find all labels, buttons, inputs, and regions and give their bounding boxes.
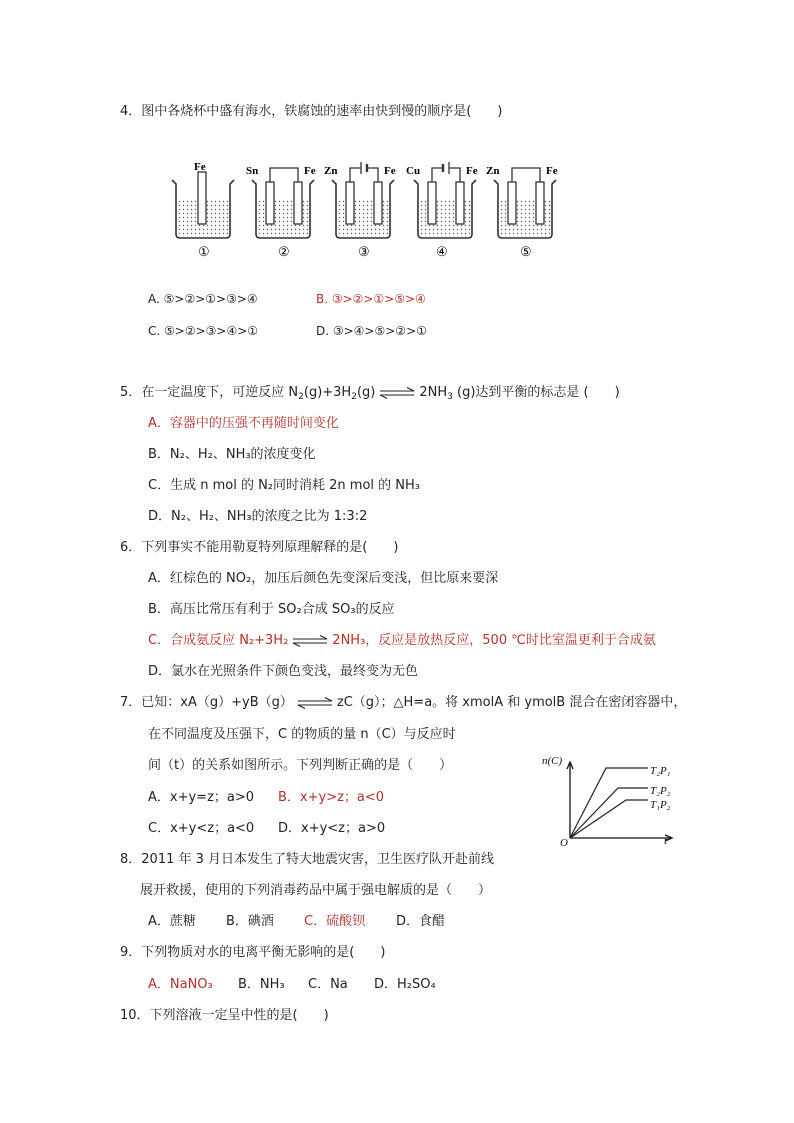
svg-text:④: ④ [436, 244, 448, 259]
q4-option-a: A. ⑤>②>①>③>④ [148, 292, 258, 306]
beaker-3 [324, 162, 396, 259]
q7-option-a: A．x+y=z；a>0 [148, 790, 255, 805]
q7-option-c: C．x+y<z；a<0 [148, 821, 255, 836]
q5-option-d: D．N₂、H₂、NH₃的浓度之比为 1:3:2 [148, 509, 368, 524]
q8-option-a: A．蔗糖 [148, 914, 196, 929]
graph-x-label: t [664, 835, 668, 847]
beaker-2 [246, 165, 316, 259]
q9-option-c: C．Na [308, 977, 348, 992]
q7-line1: 7．已知：xA（g）+yB（g） zC（g）；△H=a。将 xmolA 和 ymolB 混合在密闭容器中， [120, 695, 687, 710]
q5-option-b: B．N₂、H₂、NH₃的浓度变化 [148, 447, 316, 462]
q8-option-d: D．食醋 [396, 914, 446, 929]
q5-option-c: C．生成 n mol 的 N₂同时消耗 2n mol 的 NH₃ [148, 478, 420, 493]
curve-label-t2p1: T₂P₁ [650, 765, 671, 777]
svg-text:③: ③ [358, 244, 370, 259]
q7-option-b: B．x+y>z；a<0 [278, 790, 385, 805]
svg-text:Cu: Cu [406, 165, 421, 177]
q10-stem: 10．下列溶液一定呈中性的是( ) [120, 1008, 329, 1023]
graph-origin: O [560, 837, 568, 849]
q8-option-b: B．碘酒 [226, 914, 274, 929]
q9-option-b: B．NH₃ [238, 977, 285, 992]
svg-text:Fe: Fe [546, 165, 558, 177]
q6-option-c: C．合成氨反应 N₂+3H₂ 2NH₃，反应是放热反应，500 ℃时比室温更利于合成氨 [148, 633, 656, 648]
q6-option-a: A．红棕色的 NO₂，加压后颜色先变深后变浅，但比原来要深 [148, 571, 499, 586]
q6-option-b: B．高压比常压有利于 SO₂合成 SO₃的反应 [148, 602, 395, 617]
beaker-5 [486, 165, 558, 259]
q7-line3: 间（t）的关系如图所示。下列判断正确的是（ ） [148, 758, 453, 773]
svg-text:⑤: ⑤ [520, 244, 532, 259]
q9-option-d: D．H₂SO₄ [374, 977, 436, 992]
q4-stem: 4．图中各烧杯中盛有海水，铁腐蚀的速率由快到慢的顺序是( ) [120, 104, 503, 119]
q5-stem: 5．在一定温度下，可逆反应 $N_2(g)+3H_2(g)$ $2NH_3$ (g)达到平衡的标志是 ( ) [120, 385, 620, 402]
svg-text:②: ② [278, 244, 290, 259]
svg-text:Zn: Zn [324, 165, 338, 177]
q8-line2: 展开救援，使用的下列消毒药品中属于强电解质的是（ ） [140, 883, 492, 898]
curve-t1p2 [570, 800, 648, 838]
q9-stem: 9．下列物质对水的电离平衡无影响的是( ) [120, 945, 386, 960]
curve-label-t2p2: T₂P₂ [650, 785, 671, 797]
svg-text:Fe: Fe [466, 165, 478, 177]
q9-option-a: A．NaNO₃ [148, 977, 213, 992]
curve-t2p1 [570, 768, 648, 838]
q5-option-a: A．容器中的压强不再随时间变化 [148, 416, 339, 431]
svg-text:Zn: Zn [486, 165, 500, 177]
equilibrium-arrow-icon [379, 387, 415, 399]
svg-text:①: ① [198, 244, 210, 259]
q7-nc-time-graph [538, 750, 688, 850]
svg-text:Fe: Fe [384, 165, 396, 177]
beaker-4 [406, 162, 478, 259]
q7-line2: 在不同温度及压强下，C 的物质的量 n（C）与反应时 [148, 727, 456, 742]
beaker-1 [172, 161, 234, 259]
curve-label-t1p2: T₁P₂ [650, 799, 671, 811]
q4-option-c: C. ⑤>②>③>④>① [148, 324, 259, 338]
q6-stem: 6．下列事实不能用勒夏特列原理解释的是( ) [120, 540, 399, 555]
svg-text:Sn: Sn [246, 165, 259, 177]
q6-option-d: D．氯水在光照条件下颜色变浅，最终变为无色 [148, 664, 419, 679]
svg-text:Fe: Fe [194, 161, 206, 173]
q4-beakers-figure [160, 155, 580, 265]
q8-option-c: C．硫酸钡 [304, 914, 366, 929]
svg-text:Fe: Fe [304, 165, 316, 177]
q8-line1: 8．2011 年 3 月日本发生了特大地震灾害，卫生医疗队开赴前线 [120, 852, 495, 867]
equilibrium-arrow-icon [292, 635, 328, 647]
equilibrium-arrow-icon [297, 697, 333, 709]
graph-y-label: n(C) [542, 755, 563, 767]
q4-option-d: D. ③>④>⑤>②>① [316, 324, 427, 338]
q7-option-d: D．x+y<z；a>0 [278, 821, 386, 836]
q4-option-b: B. ③>②>①>⑤>④ [316, 292, 426, 306]
